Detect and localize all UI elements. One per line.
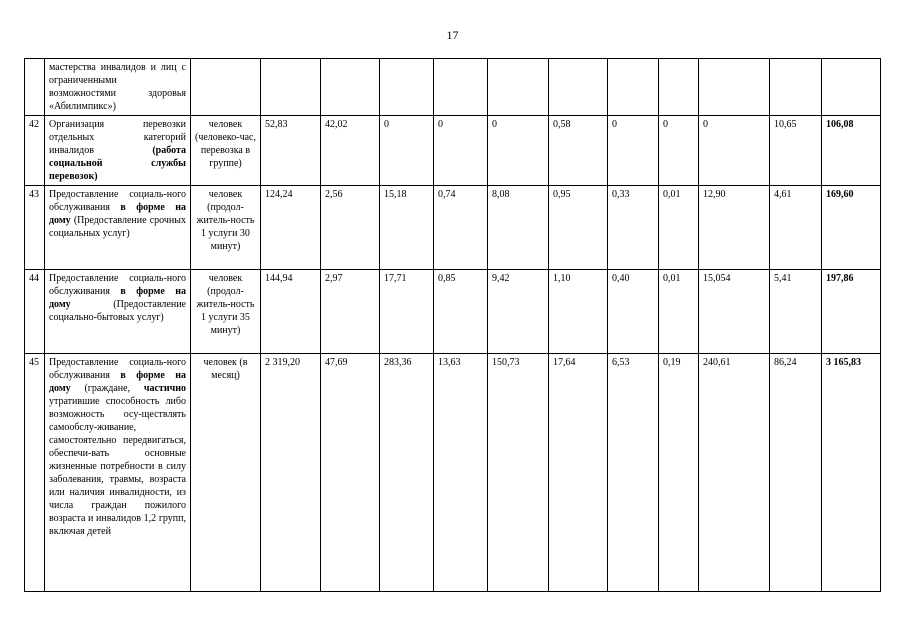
cost-value: 17,64 (549, 354, 608, 592)
cost-value: 0,95 (549, 186, 608, 270)
cost-value: 2,56 (321, 186, 380, 270)
unit-of-measure: человек (человеко-час, перевозка в группе) (191, 116, 261, 186)
table-row (25, 354, 881, 592)
cost-value: 2 319,20 (261, 354, 321, 592)
cost-value: 13,63 (434, 354, 488, 592)
service-name-text: (работа социальной службы перевозок) (49, 145, 186, 182)
cost-value: 283,36 (380, 354, 434, 592)
table-row (25, 59, 881, 116)
cost-value: 0,01 (659, 186, 699, 270)
cost-value: 6,53 (608, 354, 659, 592)
row-number: 43 (25, 186, 45, 270)
service-name-text: утратившие способность либо возможность осу-ществлять самообслу-живание, самостоятельно передвигаться, обеспечи-вать основные жизненные потребности в силу заболевания, травмы, возраста или наличия инвалидности, из числа граждан пожилого возраста и инвалидов 1,2 групп, включая детей (49, 396, 186, 537)
row-number: 45 (25, 354, 45, 592)
cost-value (699, 59, 770, 116)
cost-value: 0,74 (434, 186, 488, 270)
total-value: 197,86 (822, 270, 881, 354)
cost-value: 2,97 (321, 270, 380, 354)
cost-value: 17,71 (380, 270, 434, 354)
table-row (25, 186, 881, 270)
cost-value: 42,02 (321, 116, 380, 186)
cost-value: 0,19 (659, 354, 699, 592)
service-name-text: частично (143, 383, 186, 394)
service-name-text: в форме на дому (49, 286, 186, 310)
cost-value: 0 (608, 116, 659, 186)
service-name-text: Предоставление социаль-ного обслуживания (49, 189, 186, 213)
cost-table (24, 58, 881, 592)
cost-value: 240,61 (699, 354, 770, 592)
cost-value: 5,41 (770, 270, 822, 354)
cost-value: 15,054 (699, 270, 770, 354)
cost-value: 0 (659, 116, 699, 186)
cost-value: 0 (434, 116, 488, 186)
cost-value: 0,33 (608, 186, 659, 270)
service-name-text: в форме на дому (49, 202, 186, 226)
cost-value: 0,85 (434, 270, 488, 354)
table-body (25, 59, 881, 592)
unit-of-measure (191, 59, 261, 116)
total-value: 169,60 (822, 186, 881, 270)
cost-value: 144,94 (261, 270, 321, 354)
service-name-text: Предоставление социаль-ного обслуживания (49, 357, 186, 381)
table-row (25, 116, 881, 186)
cost-value: 9,42 (488, 270, 549, 354)
cost-value: 0,40 (608, 270, 659, 354)
cost-value (770, 59, 822, 116)
service-name (45, 270, 191, 354)
cost-value: 12,90 (699, 186, 770, 270)
service-name (45, 354, 191, 592)
unit-of-measure: человек (продол-житель-ность 1 услуги 35 минут) (191, 270, 261, 354)
cost-value: 15,18 (380, 186, 434, 270)
cost-value (380, 59, 434, 116)
cost-value: 0 (380, 116, 434, 186)
cost-value: 47,69 (321, 354, 380, 592)
service-name-text: Предоставление социаль-ного обслуживания (49, 273, 186, 297)
service-name (45, 186, 191, 270)
cost-value: 150,73 (488, 354, 549, 592)
cost-value (549, 59, 608, 116)
cost-value (434, 59, 488, 116)
service-name (45, 116, 191, 186)
cost-value: 0 (699, 116, 770, 186)
row-number: 42 (25, 116, 45, 186)
cost-value (261, 59, 321, 116)
total-value: 106,08 (822, 116, 881, 186)
cost-value (488, 59, 549, 116)
cost-value: 0,01 (659, 270, 699, 354)
cost-value: 8,08 (488, 186, 549, 270)
total-value (822, 59, 881, 116)
total-value: 3 165,83 (822, 354, 881, 592)
cost-value: 4,61 (770, 186, 822, 270)
service-name-text: (граждане, (70, 383, 144, 394)
service-name-text: мастерства инвалидов и лиц с ограниченными возможностями здоровья «Абилимпикс») (49, 62, 186, 112)
cost-value: 0,58 (549, 116, 608, 186)
cost-value: 124,24 (261, 186, 321, 270)
cost-value (321, 59, 380, 116)
cost-value: 0 (488, 116, 549, 186)
cost-value: 86,24 (770, 354, 822, 592)
page-number: 17 (446, 28, 459, 42)
cost-value (608, 59, 659, 116)
service-name-text: в форме на дому (49, 370, 186, 394)
service-name (45, 59, 191, 116)
service-name-text: (Предоставление срочных социальных услуг) (49, 215, 186, 239)
cost-value: 52,83 (261, 116, 321, 186)
service-name-text: Организация перевозки отдельных категорий инвалидов (49, 119, 186, 156)
table-row (25, 270, 881, 354)
cost-value (659, 59, 699, 116)
row-number: 44 (25, 270, 45, 354)
unit-of-measure: человек (продол-житель-ность 1 услуги 30 минут) (191, 186, 261, 270)
unit-of-measure: человек (в месяц) (191, 354, 261, 592)
cost-value: 1,10 (549, 270, 608, 354)
row-number (25, 59, 45, 116)
cost-value: 10,65 (770, 116, 822, 186)
service-name-text: (Предоставление социально-бытовых услуг) (49, 299, 186, 323)
